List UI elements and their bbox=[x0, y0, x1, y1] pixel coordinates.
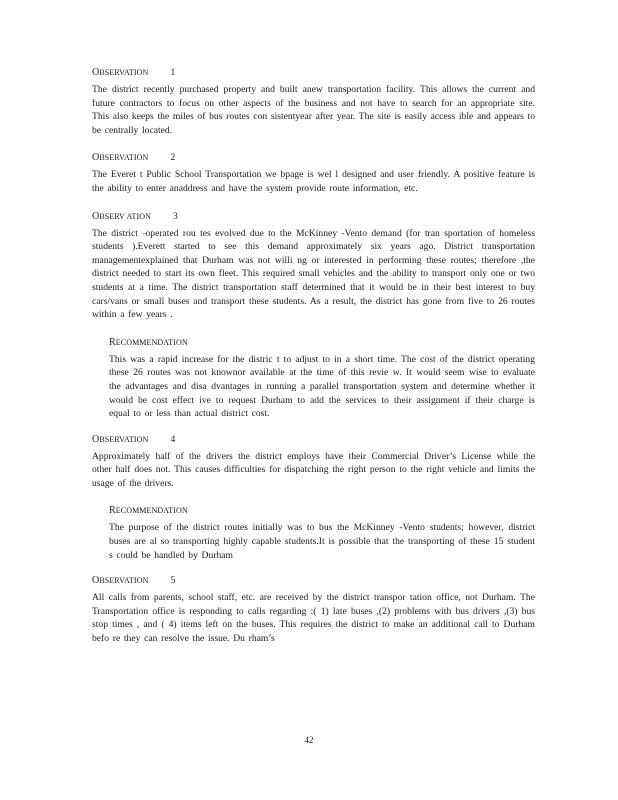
observation-number: 4 bbox=[170, 433, 176, 445]
observation-heading bbox=[92, 433, 535, 445]
observation-text: Approximately half of the drivers the district employs have their Commercial Driver’s License while the other half does not. This causes difficulties for dispatching the right person to the right vehicle and limits the usage of the drivers. bbox=[92, 450, 535, 489]
heading-rest: ECOMMENDATION bbox=[115, 506, 188, 516]
heading-rest: BSERVATION bbox=[99, 68, 149, 77]
observation-text: The district recently purchased property and built anew transportation facility. This allows the current and future contractors to focus on other aspects of the business and not have to search for an appropriate site. This also keeps the miles of bus routes con sistentyear after year. The site is easily access ible and appears to be centrally located. bbox=[92, 84, 535, 136]
observation-heading bbox=[92, 151, 535, 163]
observation-2 bbox=[92, 151, 535, 195]
observation-3 bbox=[92, 210, 535, 322]
observation-text: The district -operated rou tes evolved due to the McKinney -Vento demand (for tran sportation of homeless students ).Everett started to see this demand approximately six years ago. District transportation managementexplained that Durham was not willi ng or interested in performing these routes; therefore ,the district needed to start its own fleet. This required small vehicles and the ability to transport only one or two students at a time. The district transportation staff determined that it would be in their best interest to buy cars/vans or small buses and transport these students. As a result, the district has gone from five to 26 routes within a few years . bbox=[92, 227, 535, 321]
document-body bbox=[92, 66, 535, 660]
heading-initial: O bbox=[92, 433, 100, 445]
observation-text: The Everet t Public School Transportation we bpage is wel l designed and user friendly. A positive feature is the ability to enter anaddress and have the system provide route information, etc. bbox=[92, 169, 535, 194]
heading-rest: BSERVATION bbox=[99, 153, 149, 163]
recommendation-2 bbox=[109, 504, 535, 562]
observation-text: All calls from parents, school staff, etc. are received by the district transpor tation office, not Durham. The Transportation office is responding to calls regarding :( 1) late buses ,(2) problems with bus drivers ,(3) bus stop times , and ( 4) items left on the buses. This requires the district to make an additional call to Durham befo re they can resolve the issue. Du rham’s bbox=[92, 592, 535, 645]
recommendation-heading bbox=[109, 336, 535, 348]
observation-1 bbox=[92, 66, 535, 137]
heading-initial: O bbox=[92, 152, 100, 164]
page-number: 42 bbox=[304, 735, 314, 745]
heading-rest: BSERV ATION bbox=[99, 211, 151, 221]
heading-rest: ECOMMENDATION bbox=[115, 337, 188, 347]
observation-number: 5 bbox=[170, 575, 176, 587]
heading-initial: O bbox=[92, 210, 100, 222]
observation-heading bbox=[92, 574, 535, 586]
observation-number: 1 bbox=[170, 67, 176, 78]
observation-number: 2 bbox=[170, 152, 176, 164]
heading-initial: O bbox=[92, 67, 100, 78]
observation-heading bbox=[92, 210, 535, 222]
recommendation-text: The purpose of the district routes initially was to bus the McKinney -Vento students; however, district buses are al so transporting highly capable students.It is possible that the transporting of these 15 student s could be handled by Durham bbox=[109, 522, 535, 561]
recommendation-1 bbox=[109, 336, 535, 421]
heading-initial: O bbox=[92, 575, 100, 587]
observation-5 bbox=[92, 574, 535, 645]
observation-4 bbox=[92, 433, 535, 491]
recommendation-text: This was a rapid increase for the distric t to adjust to in a short time. The cost of the district operating these 26 routes was not knownor available at the time of this revie w. It would seem wise to evaluate the advantages and disa dvantages in running a parallel transportation system and determine whether it would be cost effect ive to request Durham to add the services to their assignment if their charge is equal to or less than actual district cost. bbox=[109, 353, 535, 420]
heading-rest: BSERVATION bbox=[99, 434, 149, 444]
recommendation-heading bbox=[109, 504, 535, 516]
observation-number: 3 bbox=[172, 210, 178, 222]
observation-heading bbox=[92, 66, 535, 78]
heading-initial: R bbox=[109, 505, 116, 517]
heading-initial: R bbox=[109, 336, 116, 348]
heading-rest: BSERVATION bbox=[99, 576, 149, 586]
